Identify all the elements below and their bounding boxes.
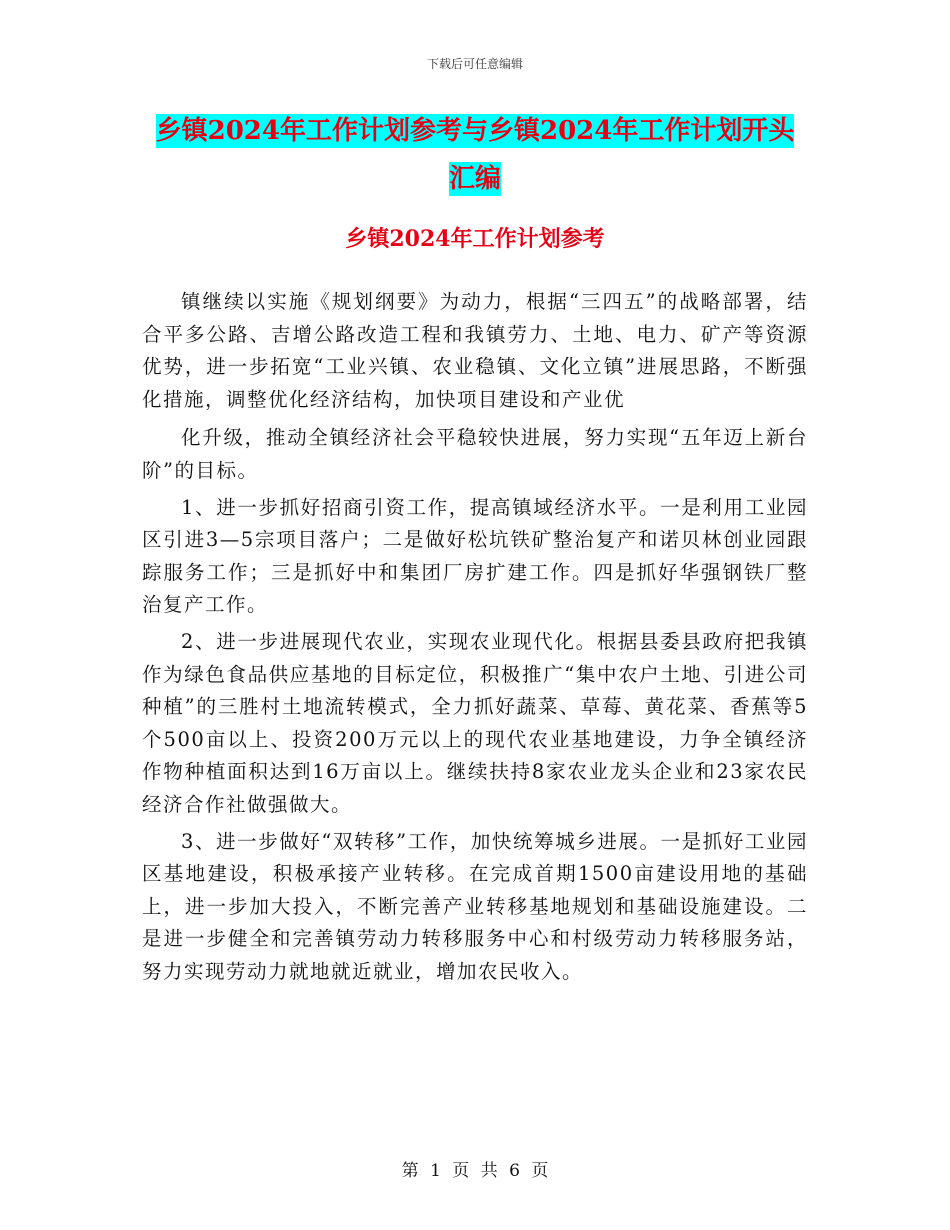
document-body [142,286,808,992]
page-number: 第 1 页 共 6 页 [401,1161,549,1181]
document-title [150,107,800,203]
paragraph-item-1: 1、进一步抓好招商引资工作，提高镇域经济水平。一是利用工业园区引进3—5宗项目落户；二是做好松坑铁矿整治复产和诺贝林创业园跟踪服务工作；三是抓好中和集团厂房扩建工作。四是抓好华强钢铁厂整治复产工作。 [142,495,808,617]
paragraph-item-2: 2、进一步进展现代农业，实现农业现代化。根据县委县政府把我镇作为绿色食品供应基地的目标定位，积极推广“集中农户土地、引进公司种植”的三胜村土地流转模式，全力抓好蔬菜、草莓、黄花菜、香蕉等5个500亩以上、投资200万元以上的现代农业基地建设，力争全镇经济作物种植面积达到16万亩以上。继续扶持8家农业龙头企业和23家农民经济合作社做强做大。 [142,629,808,816]
section-title: 乡镇2024年工作计划参考 [345,226,605,252]
paragraph-intro-continued: 化升级，推动全镇经济社会平稳较快进展，努力实现“五年迈上新台阶”的目标。 [142,426,808,482]
header-note: 下载后可任意编辑 [426,57,523,71]
paragraph-intro: 镇继续以实施《规划纲要》为动力，根据“三四五”的战略部署，结合平多公路、吉增公路改造工程和我镇劳力、土地、电力、矿产等资源优势，进一步拓宽“工业兴镇、农业稳镇、文化立镇”进展思路，不断强化措施，调整优化经济结构，加快项目建设和产业优 [142,290,808,411]
paragraph-item-3: 3、进一步做好“双转移”工作，加快统筹城乡进展。一是抓好工业园区基地建设，积极承接产业转移。在完成首期1500亩建设用地的基础上，进一步加大投入，不断完善产业转移基地规划和基础设施建设。二是进一步健全和完善镇劳动力转移服务中心和村级劳动力转移服务站，努力实现劳动力就地就近就业，增加农民收入。 [142,829,808,983]
document-title-text: 乡镇2024年工作计划参考与乡镇2024年工作计划开头汇编 [155,116,795,194]
